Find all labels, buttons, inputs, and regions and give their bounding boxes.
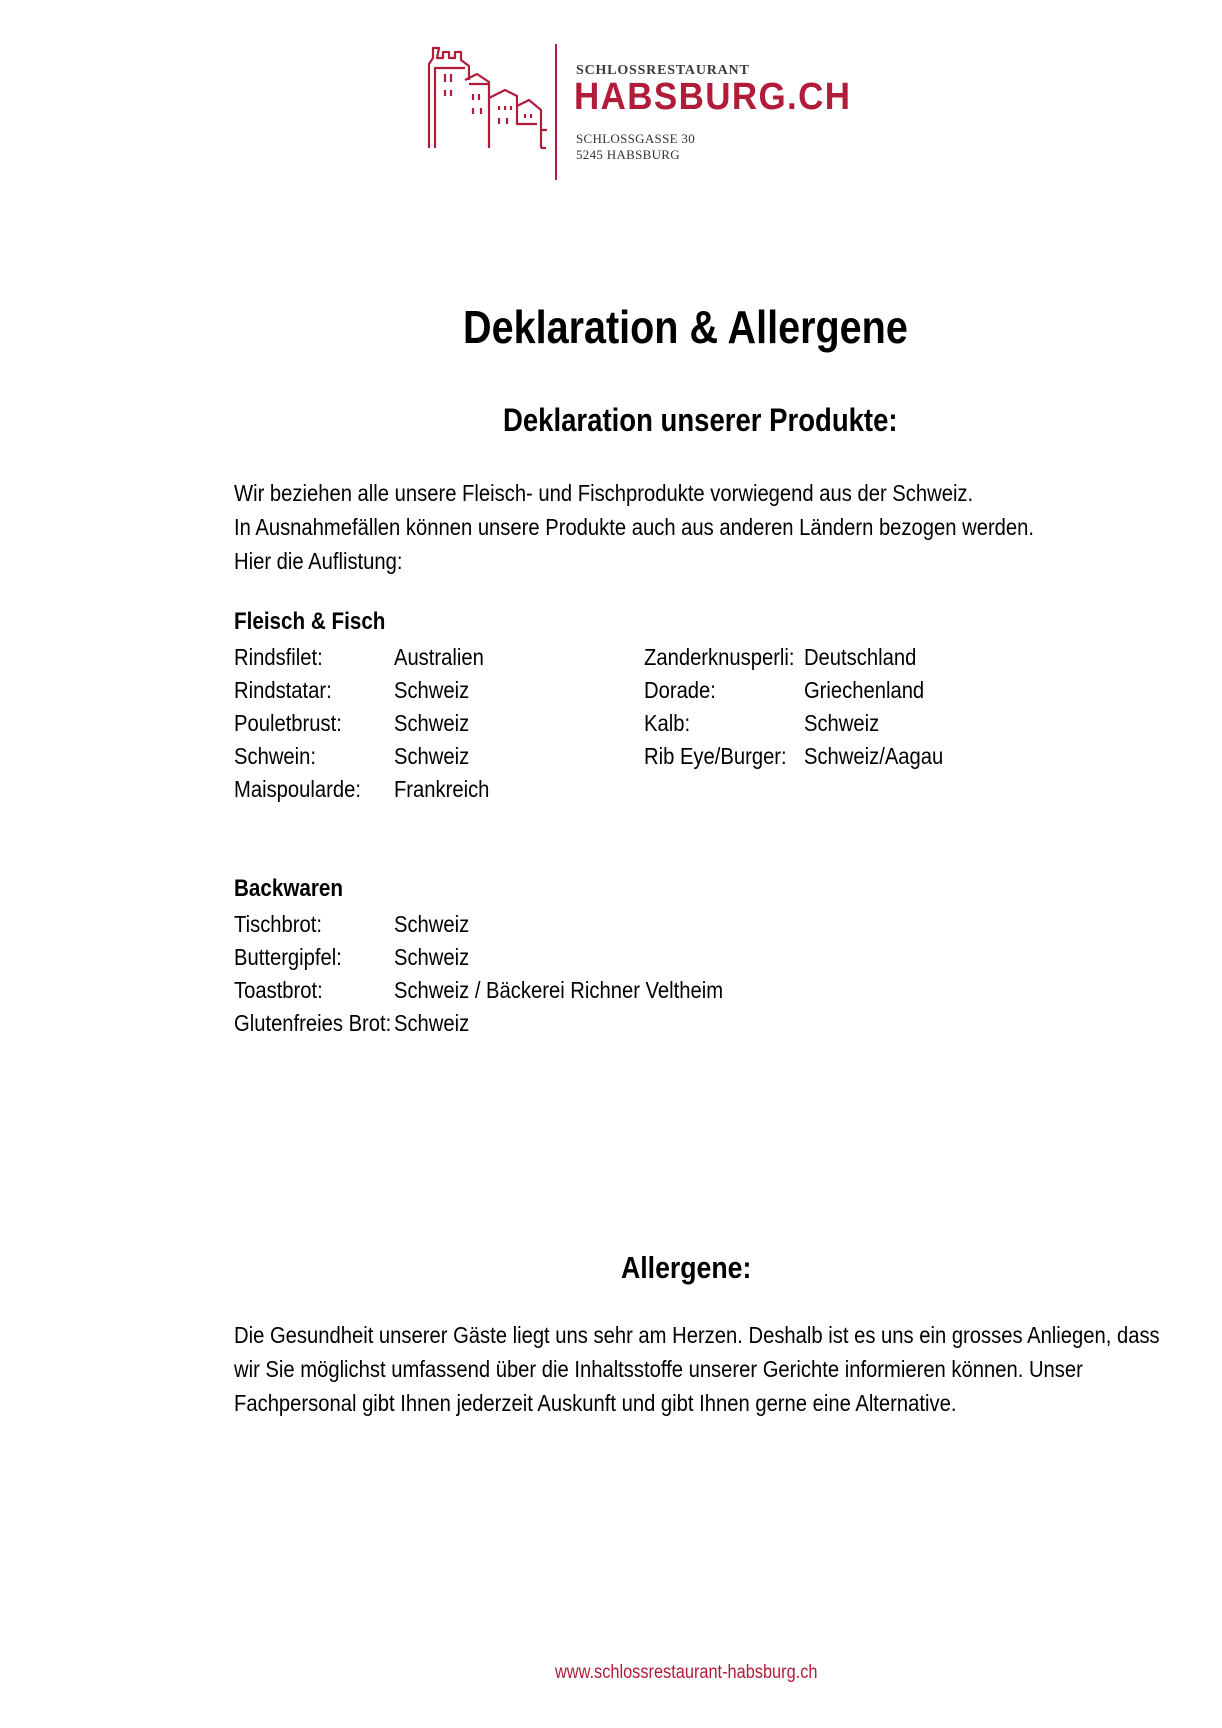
item-origin: Schweiz xyxy=(393,710,470,736)
item-label: Dorade: xyxy=(644,677,716,703)
item-origin: Schweiz/Aagau xyxy=(803,743,944,769)
declaration-heading: Deklaration unserer Produkte: xyxy=(503,402,898,438)
item-origin: Schweiz xyxy=(393,944,470,970)
item-origin: Frankreich xyxy=(393,776,490,802)
item-origin: Schweiz xyxy=(393,1010,470,1036)
item-label: Toastbrot: xyxy=(234,977,323,1003)
footer-website-link[interactable]: www.schlossrestaurant-habsburg.ch xyxy=(555,1662,818,1683)
item-origin: Schweiz xyxy=(393,677,470,703)
item-label: Pouletbrust: xyxy=(234,710,342,736)
item-origin: Schweiz xyxy=(393,911,470,937)
allergens-line: Fachpersonal gibt Ihnen jederzeit Auskunft und gibt Ihnen gerne eine Alternative. xyxy=(234,1390,957,1416)
item-label: Maispoularde: xyxy=(234,776,361,802)
item-label: Buttergipfel: xyxy=(234,944,342,970)
logo-name: HABSBURG.CH xyxy=(574,76,852,118)
item-label: Schwein: xyxy=(234,743,317,769)
intro-line: In Ausnahmefällen können unsere Produkte auch aus anderen Ländern bezogen werden. xyxy=(234,514,1035,540)
item-label: Rindsfilet: xyxy=(234,644,323,670)
item-origin: Deutschland xyxy=(803,644,917,670)
item-origin: Schweiz xyxy=(803,710,880,736)
item-label: Rindstatar: xyxy=(234,677,332,703)
bakery-heading: Backwaren xyxy=(234,875,344,902)
logo-divider xyxy=(555,44,557,180)
item-origin: Schweiz xyxy=(393,743,470,769)
item-origin: Griechenland xyxy=(803,677,925,703)
address-city: 5245 HABSBURG xyxy=(576,147,680,162)
item-label: Tischbrot: xyxy=(234,911,322,937)
castle-icon xyxy=(425,44,547,150)
item-label: Kalb: xyxy=(644,710,691,736)
allergens-line: Die Gesundheit unserer Gäste liegt uns sehr am Herzen. Deshalb ist es uns ein grosses Anliegen, dass xyxy=(234,1322,1160,1348)
intro-line: Hier die Auflistung: xyxy=(234,548,403,574)
item-origin: Australien xyxy=(393,644,484,670)
meat-fish-heading: Fleisch & Fisch xyxy=(234,608,386,635)
page-title: Deklaration & Allergene xyxy=(463,301,908,353)
item-label: Glutenfreies Brot: xyxy=(234,1010,392,1036)
item-label: Zanderknusperli: xyxy=(644,644,795,670)
item-origin: Schweiz / Bäckerei Richner Veltheim xyxy=(393,977,724,1003)
allergens-paragraph xyxy=(234,1318,1160,1420)
allergens-heading: Allergene: xyxy=(621,1250,752,1285)
intro-paragraph xyxy=(234,476,1034,578)
address-street: SCHLOSSGASSE 30 xyxy=(576,131,696,146)
intro-line: Wir beziehen alle unsere Fleisch- und Fischprodukte vorwiegend aus der Schweiz. xyxy=(234,480,974,506)
allergens-line: wir Sie möglichst umfassend über die Inhaltsstoffe unserer Gerichte informieren können. Unser xyxy=(234,1356,1083,1382)
item-label: Rib Eye/Burger: xyxy=(644,743,787,769)
logo-kicker: SCHLOSSRESTAURANT xyxy=(576,63,750,78)
